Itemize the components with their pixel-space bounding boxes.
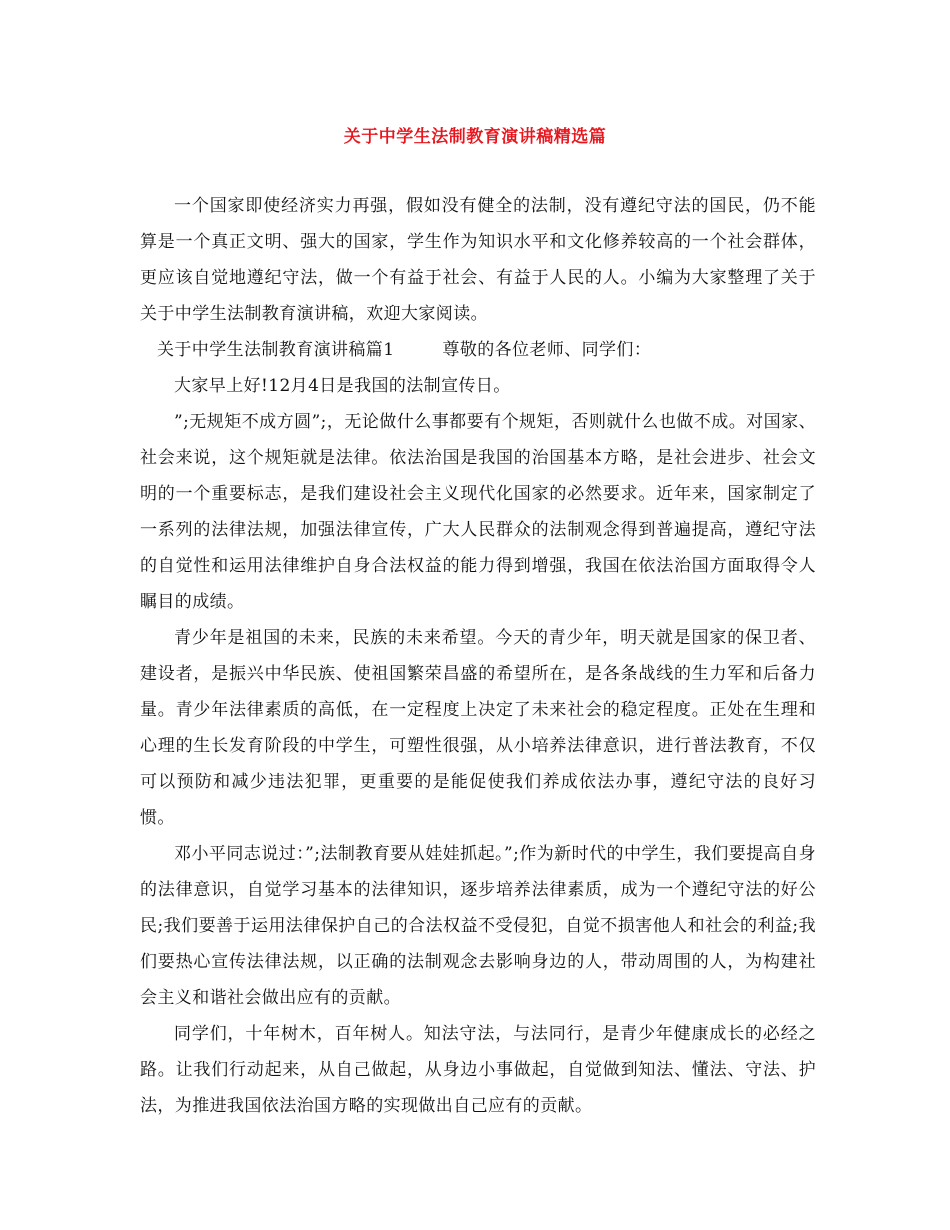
document-body: [140, 188, 816, 1124]
paragraph-rules: ”;无规矩不成方圆”;，无论做什么事都要有个规矩，否则就什么也做不成。对国家、社会来说，这个规矩就是法律。依法治国是我国的治国基本方略，是社会进步、社会文明的一个重要标志，是我们建设社会主义现代化国家的必然要求。近年来，国家制定了一系列的法律法规，加强法律宣传，广大人民群众的法制观念得到普遍提高，遵纪守法的自觉性和运用法律维护自身合法权益的能力得到增强，我国在依法治国方面取得令人瞩目的成绩。: [140, 412, 816, 612]
paragraph-greeting: 大家早上好!12月4日是我国的法制宣传日。: [174, 376, 511, 396]
paragraph-deng-quote: 邓小平同志说过：”;法制教育要从娃娃抓起。”;作为新时代的中学生，我们要提高自身的法律意识，自觉学习基本的法律知识，逐步培养法律素质，成为一个遵纪守法的好公民;我们要善于运用法律保护自己的合法权益不受侵犯，自觉不损害他人和社会的利益;我们要热心宣传法律法规，以正确的法制观念去影响身边的人，带动周围的人，为构建社会主义和谐社会做出应有的贡献。: [140, 844, 816, 1008]
paragraph-closing: 同学们，十年树木，百年树人。知法守法，与法同行，是青少年健康成长的必经之路。让我们行动起来，从自己做起，从身边小事做起，自觉做到知法、懂法、守法、护法，为推进我国依法治国方略的实现做出自己应有的贡献。: [140, 1024, 816, 1116]
salutation: 尊敬的各位老师、同学们：: [442, 340, 652, 360]
intro-paragraph: 一个国家即使经济实力再强，假如没有健全的法制，没有遵纪守法的国民，仍不能算是一个真正文明、强大的国家，学生作为知识水平和文化修养较高的一个社会群体，更应该自觉地遵纪守法，做一个有益于社会、有益于人民的人。小编为大家整理了关于关于中学生法制教育演讲稿，欢迎大家阅读。: [140, 196, 816, 324]
paragraph-youth: 青少年是祖国的未来，民族的未来希望。今天的青少年，明天就是国家的保卫者、建设者，是振兴中华民族、使祖国繁荣昌盛的希望所在，是各条战线的生力军和后备力量。青少年法律素质的高低，在一定程度上决定了未来社会的稳定程度。正处在生理和心理的生长发育阶段的中学生，可塑性很强，从小培养法律意识，进行普法教育，不仅可以预防和减少违法犯罪，更重要的是能促使我们养成依法办事，遵纪守法的良好习惯。: [140, 628, 816, 828]
document-title: 关于中学生法制教育演讲稿精选篇: [343, 127, 607, 147]
section-heading-line: [140, 332, 816, 368]
section-heading: 关于中学生法制教育演讲稿篇1: [157, 340, 395, 360]
